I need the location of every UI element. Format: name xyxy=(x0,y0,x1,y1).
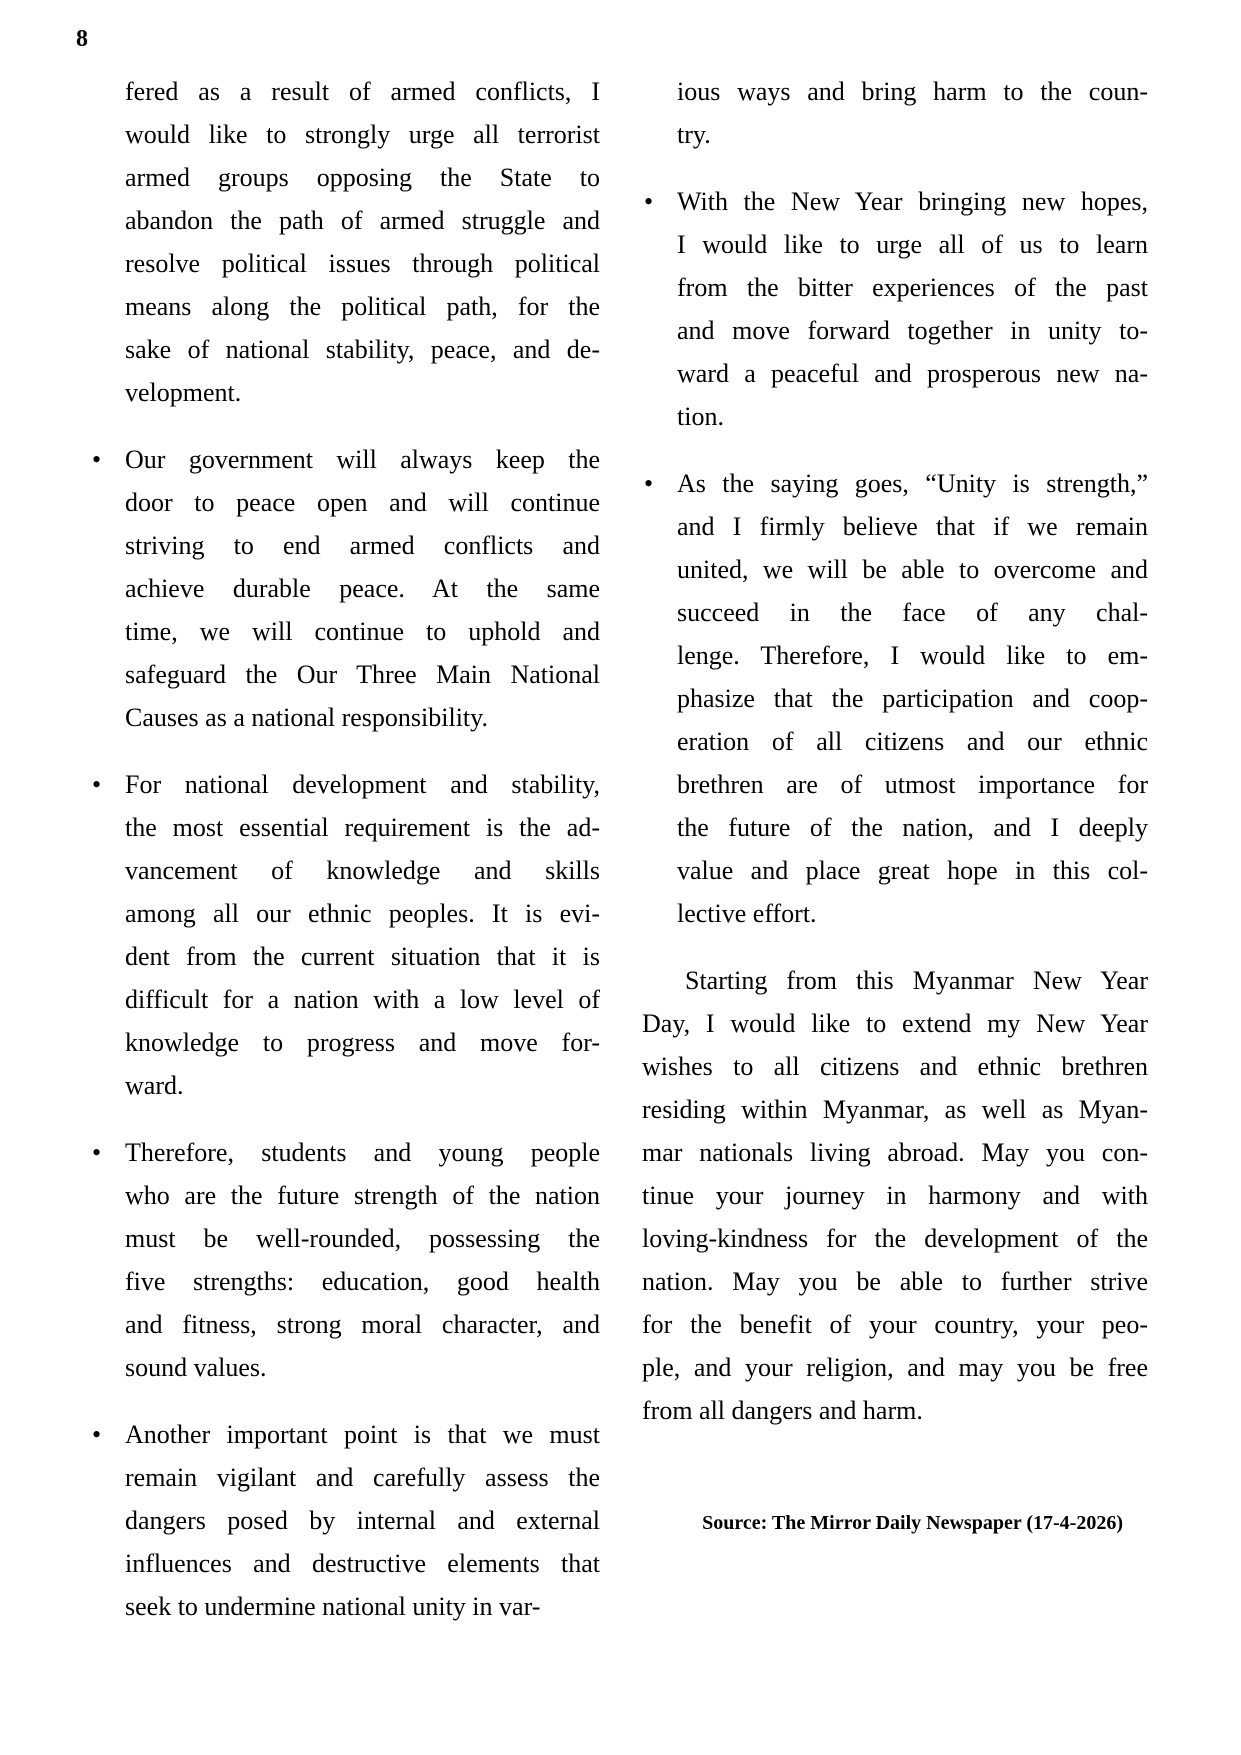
paragraph xyxy=(642,959,1148,1432)
text-line: ple, and your religion, and may you be free xyxy=(642,1353,1148,1382)
text-line: For national development and stability, xyxy=(125,770,600,799)
text-line: Therefore, students and young people xyxy=(125,1138,600,1167)
text-line: Another important point is that we must xyxy=(125,1420,600,1449)
text-line: time, we will continue to uphold and xyxy=(125,617,600,646)
text-line: resolve political issues through political xyxy=(125,249,600,278)
text-line: sake of national stability, peace, and de- xyxy=(125,335,600,364)
text-line: sound values. xyxy=(125,1353,267,1382)
text-line: succeed in the face of any chal- xyxy=(677,598,1148,627)
text-line: for the benefit of your country, your peo- xyxy=(642,1310,1148,1339)
text-line: dangers posed by internal and external xyxy=(125,1506,600,1535)
text-line: value and place great hope in this col- xyxy=(677,856,1148,885)
text-line: Causes as a national responsibility. xyxy=(125,703,488,732)
text-line: the most essential requirement is the ad- xyxy=(125,813,600,842)
text-line: and fitness, strong moral character, and xyxy=(125,1310,600,1339)
text-line: striving to end armed conflicts and xyxy=(125,531,600,560)
paragraph xyxy=(642,70,1148,156)
text-line: knowledge to progress and move for- xyxy=(125,1028,600,1057)
text-line: eration of all citizens and our ethnic xyxy=(677,727,1148,756)
text-line: brethren are of utmost importance for xyxy=(677,770,1148,799)
text-line: ward. xyxy=(125,1071,184,1100)
text-line: armed groups opposing the State to xyxy=(125,163,600,192)
two-column-layout xyxy=(90,70,1148,1652)
bullet-item xyxy=(90,763,600,1107)
text-line: ious ways and bring harm to the coun- xyxy=(677,77,1148,106)
text-line: loving-kindness for the development of the xyxy=(642,1224,1148,1253)
text-line: Day, I would like to extend my New Year xyxy=(642,1009,1148,1038)
text-line: With the New Year bringing new hopes, xyxy=(677,187,1148,216)
text-line: who are the future strength of the nation xyxy=(125,1181,600,1210)
bullet-icon: • xyxy=(92,1138,102,1167)
text-line: mar nationals living abroad. May you con- xyxy=(642,1138,1148,1167)
text-line: united, we will be able to overcome and xyxy=(677,555,1148,584)
bullet-icon: • xyxy=(92,770,102,799)
text-line: and I firmly believe that if we remain xyxy=(677,512,1148,541)
bullet-icon: • xyxy=(92,445,102,474)
text-line: As the saying goes, “Unity is strength,” xyxy=(677,469,1148,498)
bullet-item xyxy=(90,438,600,739)
bullet-icon: • xyxy=(644,187,654,216)
text-line: Starting from this Myanmar New Year xyxy=(685,966,1148,995)
source-attribution: Source: The Mirror Daily Newspaper (17-4-2026) xyxy=(702,1512,1123,1534)
text-line: and move forward together in unity to- xyxy=(677,316,1148,345)
bullet-icon: • xyxy=(92,1420,102,1449)
text-line: lective effort. xyxy=(677,899,817,928)
text-line: remain vigilant and carefully assess the xyxy=(125,1463,600,1492)
text-line: from the bitter experiences of the past xyxy=(677,273,1148,302)
text-line: lenge. Therefore, I would like to em- xyxy=(677,641,1148,670)
bullet-item xyxy=(90,1413,600,1628)
text-line: velopment. xyxy=(125,378,242,407)
page-number: 8 xyxy=(76,26,88,52)
text-line: safeguard the Our Three Main National xyxy=(125,660,600,689)
bullet-item xyxy=(642,180,1148,438)
text-line: among all our ethnic peoples. It is evi- xyxy=(125,899,600,928)
text-line: fered as a result of armed conflicts, I xyxy=(125,77,600,106)
text-line: from all dangers and harm. xyxy=(642,1396,923,1425)
text-line: phasize that the participation and coop- xyxy=(677,684,1148,713)
right-column xyxy=(642,70,1148,1652)
text-line: influences and destructive elements that xyxy=(125,1549,600,1578)
text-line: door to peace open and will continue xyxy=(125,488,600,517)
text-line: wishes to all citizens and ethnic brethren xyxy=(642,1052,1148,1081)
left-column xyxy=(90,70,600,1652)
text-line: must be well-rounded, possessing the xyxy=(125,1224,600,1253)
text-line: the future of the nation, and I deeply xyxy=(677,813,1148,842)
text-line: vancement of knowledge and skills xyxy=(125,856,600,885)
paragraph xyxy=(90,70,600,414)
text-line: abandon the path of armed struggle and xyxy=(125,206,600,235)
text-line: five strengths: education, good health xyxy=(125,1267,600,1296)
text-line: means along the political path, for the xyxy=(125,292,600,321)
text-line: achieve durable peace. At the same xyxy=(125,574,600,603)
text-line: try. xyxy=(677,120,711,149)
text-line: seek to undermine national unity in var- xyxy=(125,1592,541,1621)
text-line: residing within Myanmar, as well as Myan- xyxy=(642,1095,1148,1124)
text-line: tinue your journey in harmony and with xyxy=(642,1181,1148,1210)
text-line: nation. May you be able to further strive xyxy=(642,1267,1148,1296)
text-line: difficult for a nation with a low level of xyxy=(125,985,600,1014)
bullet-item xyxy=(642,462,1148,935)
bullet-icon: • xyxy=(644,469,654,498)
text-line: tion. xyxy=(677,402,724,431)
text-line: Our government will always keep the xyxy=(125,445,600,474)
bullet-item xyxy=(90,1131,600,1389)
text-line: ward a peaceful and prosperous new na- xyxy=(677,359,1148,388)
text-line: dent from the current situation that it is xyxy=(125,942,600,971)
text-line: would like to strongly urge all terrorist xyxy=(125,120,600,149)
text-line: I would like to urge all of us to learn xyxy=(677,230,1148,259)
